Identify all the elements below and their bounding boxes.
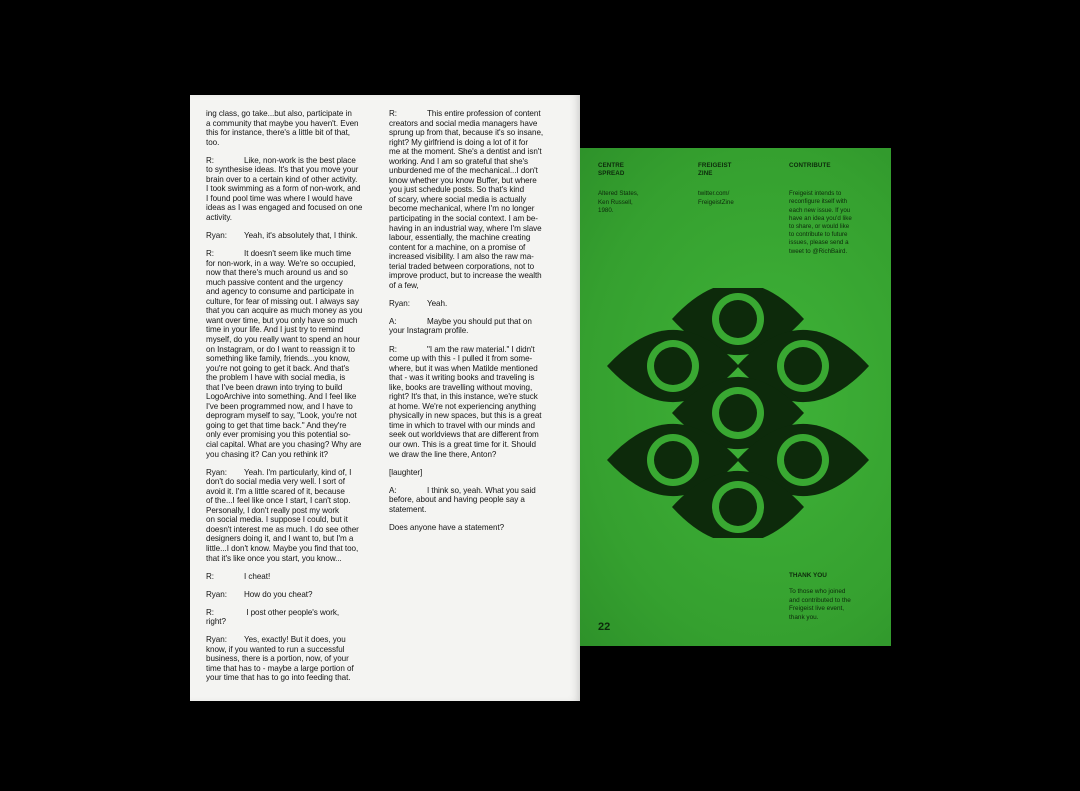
white-page [190, 95, 580, 701]
green-page [580, 148, 891, 646]
speaker-label: Ryan: [206, 231, 227, 241]
contribute-body: Freigeist intends to reconfigure itself with each new issue. If you have an idea you'd like to share, or would like to contribute to future issues, please send a tweet to @RichBaird. [789, 190, 852, 255]
interview-paragraph: A: I think so, yeah. What you said before, about and having people say a statement. [389, 485, 536, 514]
speaker-label: A: [389, 485, 397, 495]
interview-paragraph: Ryan: Yeah. [389, 298, 448, 308]
interview-paragraph: [laughter] [389, 467, 423, 477]
speaker-label: R: [389, 344, 397, 354]
speaker-label: R: [206, 249, 214, 259]
freigeist-block [698, 162, 778, 207]
speaker-label: R: [206, 155, 214, 165]
centre-spread-body: Altered States, Ken Russell, 1980. [598, 190, 639, 214]
speaker-label: A: [389, 316, 397, 326]
thanks-block [789, 572, 879, 622]
speaker-label: R: [389, 109, 397, 118]
thanks-body: To those who joined and contributed to the Freigeist live event, thank you. [789, 588, 851, 621]
speaker-label: R: [206, 571, 214, 581]
speaker-label: Ryan: [389, 298, 410, 308]
interview-paragraph: Ryan: Yeah. I'm particularly, kind of, I don't do social media very well. I sort of avoid it. I'm a little scared of it, because of the...I feel like once I start, I can't stop. Personally, I don't really post my work on social media. I suppose I could, but it doesn't interest me as much. I do see other designers doing it, and I want to, but I'm a little...I don't know. Maybe you find that too, that it's like once you start, you know... [206, 467, 359, 563]
interview-paragraph: Ryan: Yeah, it's absolutely that, I think. [206, 231, 358, 241]
interview-paragraph: Ryan: How do you cheat? [206, 589, 313, 599]
right-text-column [389, 109, 563, 541]
interview-paragraph: R: I cheat! [206, 571, 271, 581]
speaker-label: Ryan: [206, 467, 227, 477]
interview-paragraph: R: I post other people's work, right? [206, 607, 340, 627]
freigeist-heading: FREIGEIST ZINE [698, 162, 732, 178]
interview-paragraph: R: It doesn't seem like much time for non-work, in a way. We're so occupied, now that there's much around us and so much passive content and the urgency and agency to consume and participate in culture, for fear of missing out. I always say that you can acquire as much money as you want over time, but you only have so much time in your life. And I just try to remind myself, do you really want to spend an hour on Instagram, or do I want to reassign it to something like family, friends...you know, you're not going to get it back. And that's the problem I have with social media, is that I've been drawn into trying to build LogoArchive into something. And I feel like I've been programmed now, and I have to deprogram myself to say, "Look, you're not going to get that time back." And they're only ever promising you this potential so- cial capital. What are you chasing? Why are you chasing it? Can you rethink it? [206, 249, 363, 459]
interview-paragraph: R: "I am the raw material." I didn't come up with this - I pulled it from some- where, but it was when Matilde mentioned that - was it writing books and traveling is like, books are travelling without moving, right? It's that, in this instance, we're stuck at home. We're not experiencing anything physically in new spaces, but this is a great time in which to travel with our minds and seek out worldviews that are different from our own. This is a great time for it. Should we draw the line there, Anton? [389, 344, 542, 459]
centre-spread-block [598, 162, 678, 215]
eye-pattern-icon [606, 288, 870, 538]
contribute-block [789, 162, 871, 256]
speaker-label: Ryan: [206, 635, 227, 645]
interview-paragraph: Does anyone have a statement? [389, 522, 505, 532]
thanks-heading: THANK YOU [789, 572, 827, 579]
page-number: 22 [598, 621, 611, 633]
interview-paragraph: ing class, go take...but also, participate in a community that maybe you haven't. Even this for instance, there's a little bit of that, too. [206, 109, 359, 147]
interview-paragraph: Ryan: Yes, exactly! But it does, you know, if you wanted to run a successful business, there is a portion, now, of your time that has to - maybe a large portion of your time that has to go into feeding that. [206, 635, 354, 683]
speaker-label: Ryan: [206, 589, 227, 599]
interview-paragraph: R: This entire profession of content creators and social media managers have sprung up from that, because it's so insane, right? My girlfriend is doing a lot of it for me at the moment. She's a dentist and isn't working. And I am so grateful that she's unburdened me of the mechanical...I don't know whether you know Buffer, but where you just schedule posts. So that's kind of scary, where social media is actually become mechanical, where I'm no longer participating in the social context. I am be- having in an industrial way, where I'm slave labour, essentially, the machine creating content for a machine, on a promise of increased visibility. I am also the raw ma- terial traded between corporations, not to improve product, but to increase the wealth of a few, [389, 109, 544, 290]
left-text-column [206, 109, 376, 691]
interview-paragraph: R: Like, non-work is the best place to synthesise ideas. It's that you move your brain over to a certain kind of other activity. I took swimming as a form of non-work, and I found pool time was where I would have ideas as I was engaged and focused on one activity. [206, 155, 363, 222]
centre-spread-heading: CENTRE SPREAD [598, 162, 625, 178]
contribute-heading: CONTRIBUTE [789, 162, 831, 169]
interview-paragraph: A: Maybe you should put that on your Instagram profile. [389, 316, 532, 336]
freigeist-body: twitter.com/ FreigeistZine [698, 190, 734, 206]
speaker-label: R: [206, 607, 214, 617]
